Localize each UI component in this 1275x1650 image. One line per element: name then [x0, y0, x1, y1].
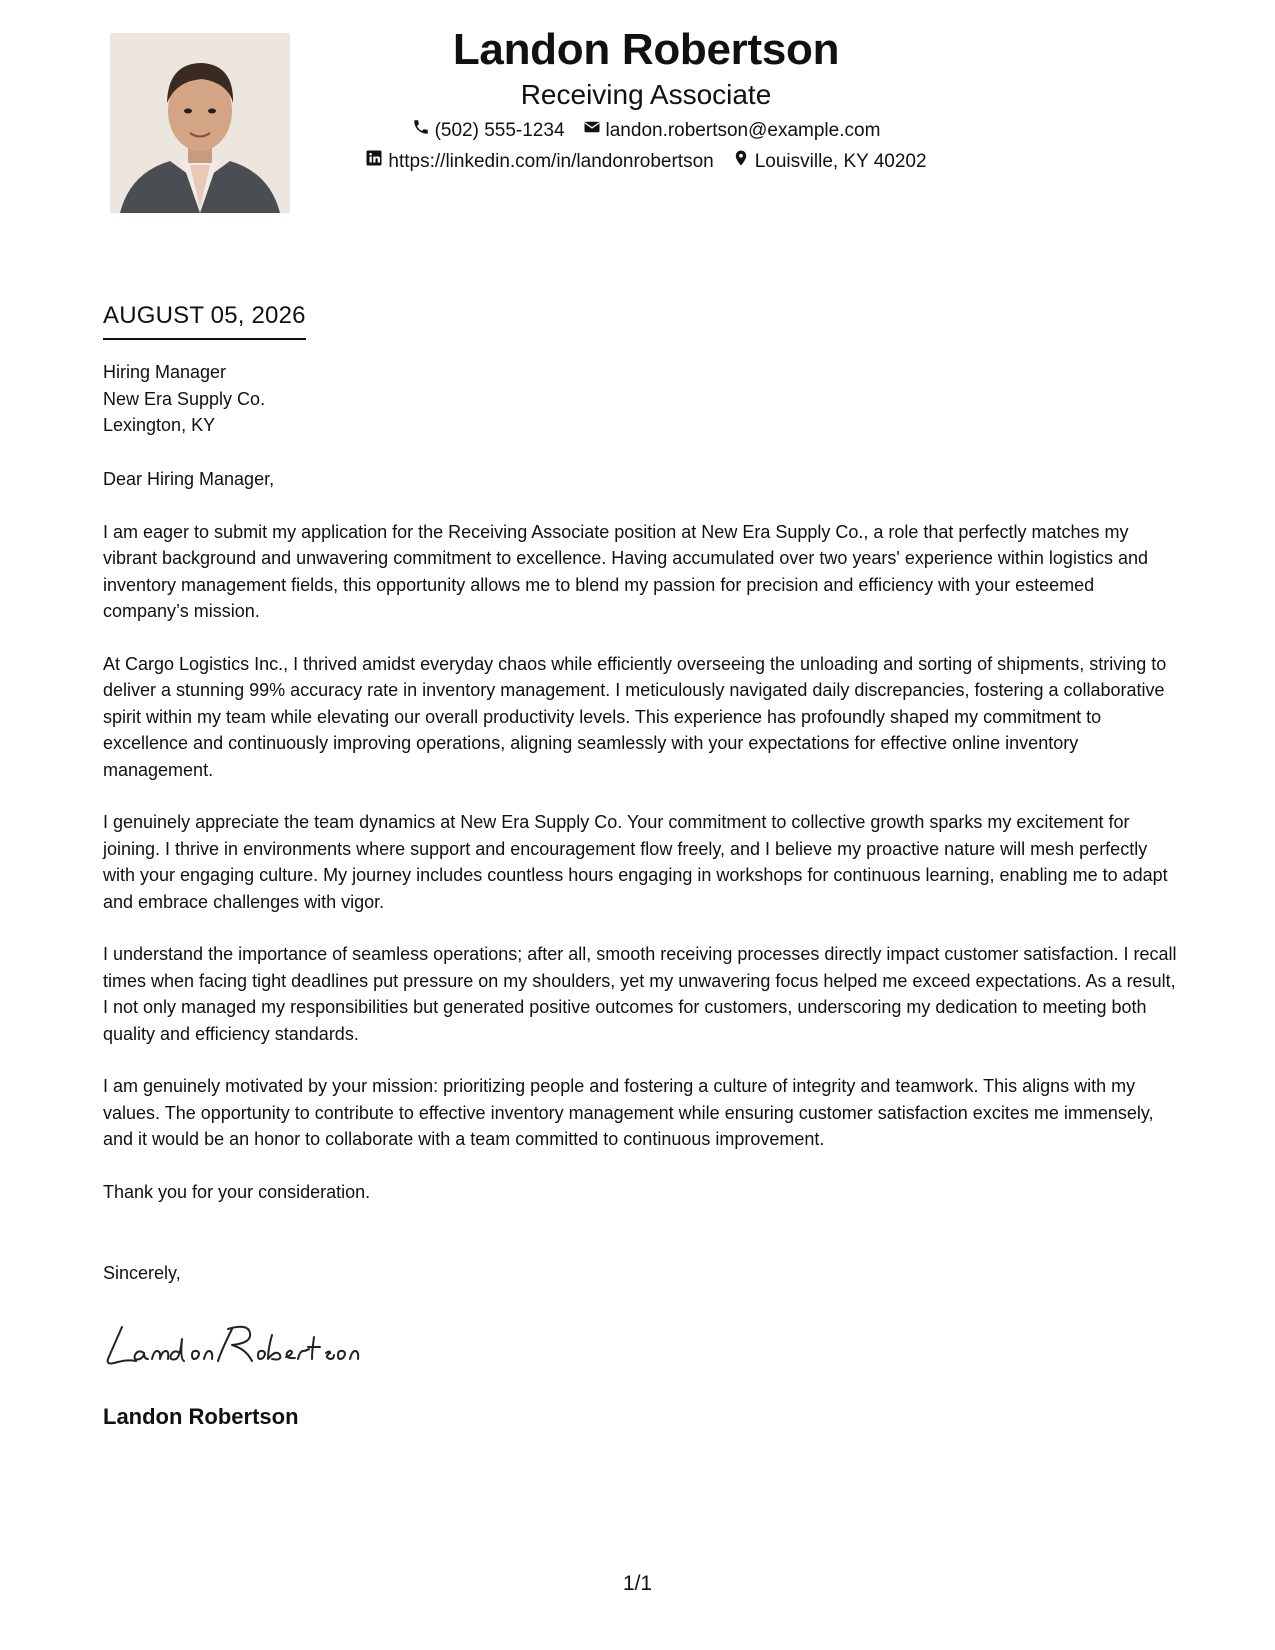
- location-text: Louisville, KY 40202: [754, 150, 927, 172]
- body-paragraph: I am genuinely motivated by your mission: prioritizing people and fostering a culture of integrity and teamwork. This aligns with my values. The opportunity to contribute to effective inventory management while ensuring customer satisfaction excites me immensely, and it would be an honor to collaborate with a team committed to continuous improvement.: [103, 1076, 1154, 1149]
- location-contact: [732, 149, 927, 174]
- phone-contact: [412, 118, 565, 143]
- signature: [100, 1315, 370, 1375]
- body-paragraph: I understand the importance of seamless operations; after all, smooth receiving processes directly impact customer satisfaction. I recall times when facing tight deadlines put pressure on my shoulders, yet my unwavering focus helped me exceed expectations. As a result, I not only managed my responsibilities but generated positive outcomes for customers, underscoring my dedication to meeting both quality and efficiency standards.: [103, 944, 1177, 1044]
- profile-photo: [110, 33, 290, 213]
- recipient-block: [103, 359, 265, 439]
- body-paragraph: I am eager to submit my application for the Receiving Associate position at New Era Supply Co., a role that perfectly matches my vibrant background and unwavering commitment to excellence. Having accumulated over two years' experience within logistics and inventory management fields, this opportunity allows me to blend my passion for precision and efficiency with your esteemed company’s mission.: [103, 521, 1148, 621]
- recipient-line: Lexington, KY: [103, 415, 216, 435]
- phone-icon: [412, 118, 430, 143]
- contact-row-2: [330, 149, 962, 174]
- salutation: Dear Hiring Manager,: [103, 469, 275, 489]
- envelope-icon: [583, 118, 601, 143]
- linkedin-text[interactable]: https://linkedin.com/in/landonrobertson: [388, 150, 714, 172]
- letter-body: [103, 466, 1178, 1231]
- recipient-line: New Era Supply Co.: [103, 388, 266, 409]
- body-paragraph: At Cargo Logistics Inc., I thrived amidst everyday chaos while efficiently overseeing the unloading and sorting of shipments, striving to deliver a stunning 99% accuracy rate in inventory management. I meticulously navigated daily discrepancies, fostering a collaborative spirit within my team while elevating our overall productivity levels. This experience has profoundly shaped my commitment to excellence and continuously improving operations, aligning seamlessly with your expectations for effective online inventory management.: [103, 653, 1167, 780]
- email-contact[interactable]: [583, 118, 881, 143]
- phone-text: (502) 555-1234: [434, 119, 565, 141]
- linkedin-icon: [365, 149, 383, 174]
- contact-row-1: [330, 118, 962, 143]
- closing: Sincerely,: [103, 1263, 181, 1283]
- email-text[interactable]: landon.robertson@example.com: [605, 119, 881, 141]
- applicant-name: Landon Robertson: [452, 25, 840, 74]
- job-title: Receiving Associate: [520, 79, 772, 110]
- header: [330, 22, 962, 174]
- linkedin-contact[interactable]: [365, 149, 713, 174]
- signer-name: Landon Robertson: [103, 1404, 299, 1429]
- body-paragraph: Thank you for your consideration.: [103, 1181, 371, 1202]
- letter-date: AUGUST 05, 2026: [103, 300, 306, 340]
- body-paragraph: I genuinely appreciate the team dynamics at New Era Supply Co. Your commitment to collective growth sparks my excitement for joining. I thrive in environments where support and encouragement flow freely, and I believe my proactive nature will mesh perfectly with your engaging culture. My journey includes countless hours engaging in workshops for continuous learning, enabling me to adapt and embrace challenges with vigor.: [103, 812, 1168, 912]
- recipient-line: Hiring Manager: [103, 362, 227, 382]
- page-number: 1/1: [622, 1572, 653, 1595]
- map-pin-icon: [732, 149, 750, 174]
